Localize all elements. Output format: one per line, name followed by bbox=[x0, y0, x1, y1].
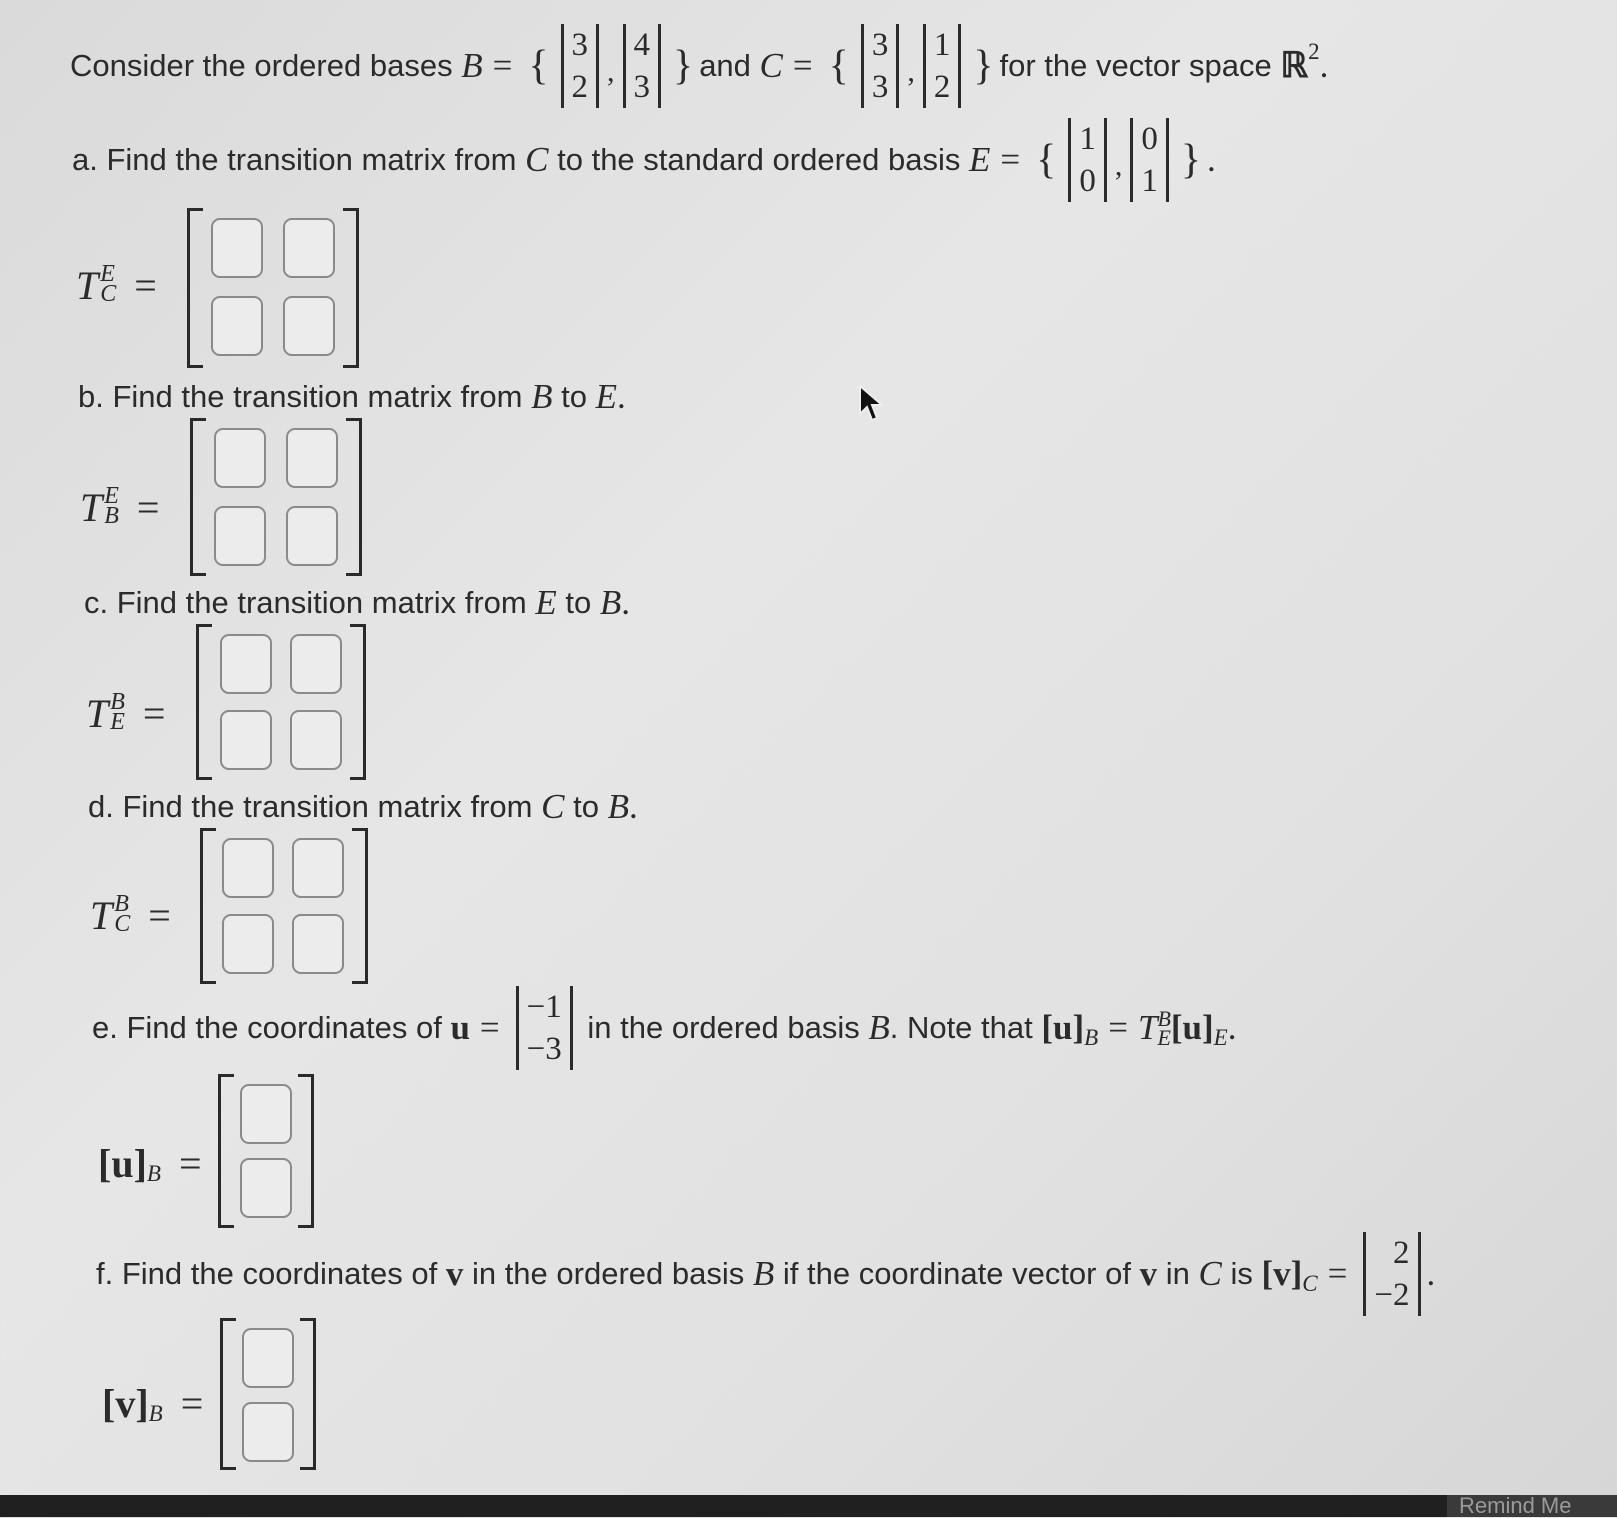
answer-input-e2[interactable] bbox=[240, 1158, 292, 1218]
answer-input-d12[interactable] bbox=[292, 838, 344, 898]
part-c-question: c. Find the transition matrix from E to B . bbox=[84, 583, 631, 622]
answer-input-c21[interactable] bbox=[220, 710, 272, 770]
vector-space-symbol: ℝ bbox=[1280, 46, 1309, 85]
answer-input-a21[interactable] bbox=[211, 296, 263, 356]
screen-bottom-bar bbox=[0, 1495, 1617, 1517]
answer-input-d11[interactable] bbox=[222, 838, 274, 898]
remind-me-button[interactable]: Remind Me bbox=[1447, 1495, 1617, 1517]
part-a-matrix bbox=[187, 208, 359, 368]
part-c-matrix bbox=[196, 624, 366, 780]
part-b-matrix bbox=[190, 418, 362, 576]
formula-u-B: [u] bbox=[1041, 1008, 1085, 1047]
part-a-text: a. Find the transition matrix from bbox=[72, 142, 517, 177]
answer-input-a22[interactable] bbox=[283, 296, 335, 356]
answer-input-f1[interactable] bbox=[242, 1328, 294, 1388]
basis-E-symbol: E bbox=[969, 140, 991, 179]
comma: , bbox=[607, 55, 615, 88]
answer-input-c22[interactable] bbox=[290, 710, 342, 770]
answer-input-b21[interactable] bbox=[214, 506, 266, 566]
answer-input-c11[interactable] bbox=[220, 634, 272, 694]
comma: , bbox=[907, 55, 915, 88]
answer-input-d21[interactable] bbox=[222, 914, 274, 974]
answer-input-a11[interactable] bbox=[211, 218, 263, 278]
equals-sign: = bbox=[492, 46, 513, 85]
part-f-question: f. Find the coordinates of v in the ordered basis B if the coordinate vector of v in C is [v] C = 2 −2 . bbox=[96, 1226, 1435, 1322]
part-e-question: e. Find the coordinates of u = −1 −3 in the ordered basis B . Note that [u] B = T B E [u] E . bbox=[92, 980, 1236, 1076]
part-d-matrix bbox=[200, 828, 368, 984]
part-e-label: [u] B = bbox=[98, 1141, 202, 1186]
part-f-vector bbox=[220, 1318, 316, 1470]
part-a-label: T E C = bbox=[76, 260, 157, 308]
open-brace: { bbox=[528, 43, 549, 89]
close-brace: } bbox=[673, 43, 694, 89]
basis-C-symbol: C bbox=[759, 46, 783, 85]
mouse-cursor-icon bbox=[858, 384, 886, 424]
intro-line: Consider the ordered bases B = { 3 2 , 4 3 } and C = { 3 3 , 1 2 } for the vector space ℝ 2 . bbox=[70, 18, 1328, 114]
vector-space-exponent: 2 bbox=[1308, 39, 1320, 64]
basis-C-vector-2: 1 2 bbox=[923, 24, 962, 108]
part-d-question: d. Find the transition matrix from C to B . bbox=[88, 787, 638, 826]
answer-input-c12[interactable] bbox=[290, 634, 342, 694]
open-brace: { bbox=[828, 43, 849, 89]
answer-input-f2[interactable] bbox=[242, 1402, 294, 1462]
basis-C-vector-1: 3 3 bbox=[861, 24, 900, 108]
part-c-label: T B E = bbox=[86, 688, 166, 736]
basis-B-symbol: B bbox=[461, 46, 483, 85]
part-f-label: [v] B = bbox=[102, 1381, 204, 1426]
answer-input-b12[interactable] bbox=[286, 428, 338, 488]
answer-input-b11[interactable] bbox=[214, 428, 266, 488]
part-b-question: b. Find the transition matrix from B to E . bbox=[78, 377, 626, 416]
answer-input-e1[interactable] bbox=[240, 1084, 292, 1144]
basis-E-vector-2: 0 1 bbox=[1130, 118, 1169, 202]
equals-sign: = bbox=[792, 46, 813, 85]
answer-input-b22[interactable] bbox=[286, 506, 338, 566]
intro-text: Consider the ordered bases bbox=[70, 48, 453, 83]
vector-v-in-C: 2 −2 bbox=[1363, 1232, 1420, 1316]
part-e-vector bbox=[218, 1074, 314, 1228]
answer-input-a12[interactable] bbox=[283, 218, 335, 278]
and-text: and bbox=[699, 48, 751, 83]
basis-B-vector-2: 4 3 bbox=[623, 24, 662, 108]
basis-B-vector-1: 3 2 bbox=[561, 24, 600, 108]
part-d-label: T B C = bbox=[90, 890, 171, 938]
vector-space-text: for the vector space bbox=[999, 48, 1272, 83]
vector-u: −1 −3 bbox=[516, 986, 573, 1070]
close-brace: } bbox=[973, 43, 994, 89]
basis-E-vector-1: 1 0 bbox=[1068, 118, 1107, 202]
part-a-question: a. Find the transition matrix from C to the standard ordered basis E = { 1 0 , 0 1 } . bbox=[72, 112, 1216, 208]
answer-input-d22[interactable] bbox=[292, 914, 344, 974]
part-b-label: T E B = bbox=[80, 482, 160, 530]
